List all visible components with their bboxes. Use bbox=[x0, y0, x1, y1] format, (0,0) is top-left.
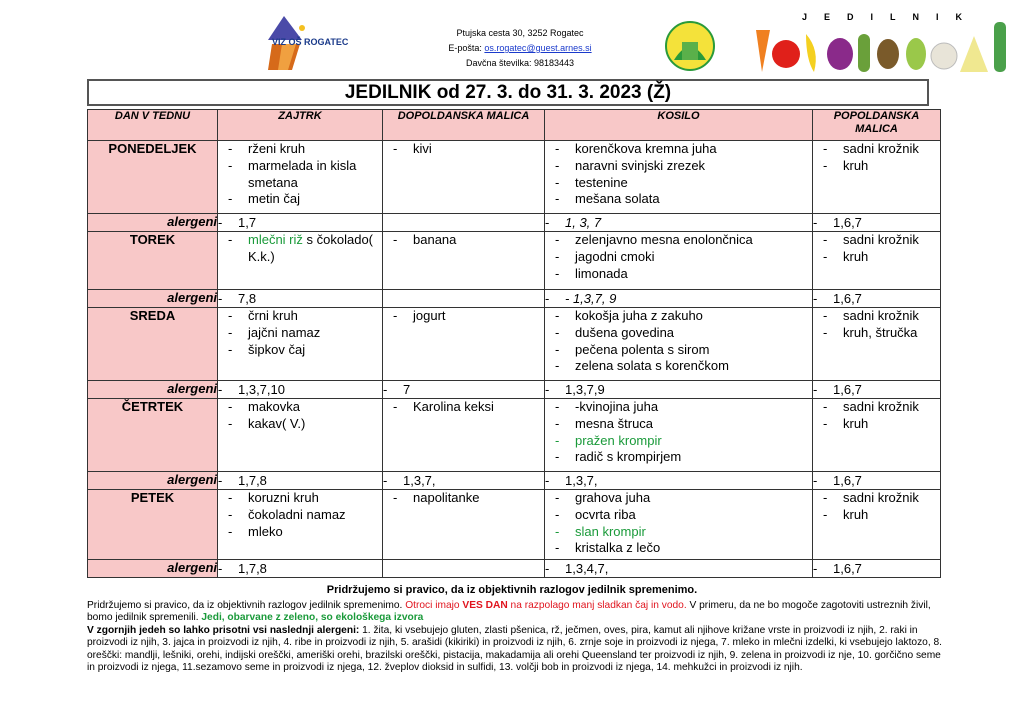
allergen-value: 1,3,7, bbox=[403, 473, 436, 488]
list-item: - Karolina keksi bbox=[393, 399, 544, 416]
list-item: - testenine bbox=[555, 175, 812, 192]
menu-table bbox=[87, 109, 941, 578]
email-label: E-pošta: bbox=[448, 43, 485, 53]
list-item: - kruh bbox=[823, 507, 940, 524]
menu-title-box bbox=[87, 79, 929, 106]
eco-school-logo-icon bbox=[664, 20, 716, 72]
list-item: - sadni krožnik bbox=[823, 490, 940, 507]
day-label: TOREK bbox=[88, 232, 218, 290]
list-item: - dušena govedina bbox=[555, 325, 812, 342]
popoldanska-list bbox=[813, 308, 940, 342]
table-row bbox=[88, 141, 941, 214]
allergen-value: 1,6,7 bbox=[833, 382, 862, 397]
col-header-zajtrk: ZAJTRK bbox=[218, 110, 383, 141]
eco-item: mlečni riž bbox=[248, 232, 303, 247]
list-item: - pečena polenta s sirom bbox=[555, 342, 812, 359]
brand-title: JEDILNIK bbox=[802, 12, 980, 22]
allergen-row: alergeni - 1,7,8 - 1,3,4,7, - 1,6,7 bbox=[88, 560, 941, 578]
allergen-value: 1,6,7 bbox=[833, 473, 862, 488]
list-item: - rženi kruh bbox=[228, 141, 382, 158]
allergen-value: 1,3,4,7, bbox=[565, 561, 609, 576]
day-label: SREDA bbox=[88, 308, 218, 381]
address: Ptujska cesta 30, 3252 Rogatec bbox=[456, 28, 584, 38]
popoldanska-list bbox=[813, 490, 940, 524]
table-row bbox=[88, 399, 941, 472]
dopoldanska-list bbox=[383, 141, 544, 158]
allergen-value: - 1,3,7, 9 bbox=[565, 291, 617, 306]
kosilo-list bbox=[545, 490, 812, 557]
day-label: PETEK bbox=[88, 490, 218, 560]
col-header-kosilo: KOSILO bbox=[545, 110, 813, 141]
zajtrk-list bbox=[218, 490, 382, 540]
allergen-heading: V zgornjih jedeh so lahko prisotni vsi naslednji alergeni: bbox=[87, 624, 360, 636]
allergen-row: alergeni - 1,7 - 1, 3, 7 - 1,6,7 bbox=[88, 214, 941, 232]
zajtrk-list bbox=[218, 232, 382, 266]
kosilo-list bbox=[545, 399, 812, 466]
col-header-popoldanska: POPOLDANSKA MALICA bbox=[813, 110, 941, 141]
list-item: - mešana solata bbox=[555, 191, 812, 208]
list-item: - sadni krožnik bbox=[823, 399, 940, 416]
allergen-value: 1,6,7 bbox=[833, 215, 862, 230]
dopoldanska-list bbox=[383, 232, 544, 249]
allergen-label: alergeni bbox=[88, 290, 218, 308]
allergen-value: 1, 3, 7 bbox=[565, 215, 602, 230]
allergen-list-text: 1. žita, ki vsebujejo gluten, zlasti pšenica, rž, ječmen, oves, pira, kamut ali njihove križane vrste in proizvodi iz njih, 2. raki in proizvodi iz njih, 3. jajca in proizvodi iz njih, 4. ribe in proizvodi iz njih, 5. arašidi (kikiriki) in proizvodi iz njih, 6. zrnje soje in proizvodi iz njega, 7. mleko in mlečni izdelki, ki vsebujejo laktozo, 8. oreščki: mandlji, lešniki, orehi, indijski oreščki, ameriški orehi, brazilski oreščki, pistacija, makadamija ali orehi Queensland ter proizvodi iz njih, 9. zelena in proizvodi iz nje, 10. gorčično seme in proizvodi iz njega, 11.sezamovo seme in proizvodi iz njega, 12. žveplov dioksid in sulfidi, 13. volčji bob in proizvodi iz njega, 14. mehkužci in proizvodi iz njih. bbox=[87, 624, 942, 674]
page-header bbox=[0, 0, 1024, 80]
dopoldanska-list bbox=[383, 308, 544, 325]
list-item: - jogurt bbox=[393, 308, 544, 325]
list-item: - kakav( V.) bbox=[228, 416, 382, 433]
eco-item: - pražen krompir bbox=[555, 433, 812, 450]
footer-red-bold: VES DAN bbox=[462, 600, 508, 611]
allergen-row: alergeni - 1,3,7,10 - 7 - 1,3,7,9 - 1,6,7 bbox=[88, 381, 941, 399]
item-text: s čokolado( K.k.) bbox=[248, 232, 373, 264]
kosilo-list bbox=[545, 308, 812, 375]
list-item: - metin čaj bbox=[228, 191, 382, 208]
list-item: - -kvinojina juha bbox=[555, 399, 812, 416]
list-item: - napolitanke bbox=[393, 490, 544, 507]
change-notice: Pridržujemo si pravico, da iz objektivnih razlogov jedilnik spremenimo. bbox=[326, 584, 698, 596]
list-item: - kruh bbox=[823, 249, 940, 266]
allergen-value: 7,8 bbox=[238, 291, 257, 306]
list-item: - zelena solata s korenčkom bbox=[555, 358, 812, 375]
allergen-label: alergeni bbox=[88, 560, 218, 578]
allergen-value: 1,6,7 bbox=[833, 561, 862, 576]
allergen-value: 1,7 bbox=[238, 215, 257, 230]
tax-number: Davčna številka: 98183443 bbox=[465, 58, 575, 68]
list-item: - črni kruh bbox=[228, 308, 382, 325]
list-item: - radič s krompirjem bbox=[555, 449, 812, 466]
allergen-value: 7 bbox=[403, 382, 411, 397]
footer-notes bbox=[87, 600, 943, 674]
allergen-value: 1,7,8 bbox=[238, 473, 267, 488]
allergen-row: alergeni - 1,7,8 - 1,3,7, - 1,3,7, - 1,6,7 bbox=[88, 472, 941, 490]
dopoldanska-list bbox=[383, 490, 544, 507]
list-item: - sadni krožnik bbox=[823, 308, 940, 325]
eco-item: - slan krompir bbox=[555, 524, 812, 541]
list-item: - sadni krožnik bbox=[823, 232, 940, 249]
allergen-value: 1,3,7,10 bbox=[238, 382, 285, 397]
allergen-value: 1,3,7, bbox=[565, 473, 598, 488]
list-item: - makovka bbox=[228, 399, 382, 416]
list-item: - kokošja juha z zakuho bbox=[555, 308, 812, 325]
table-row bbox=[88, 232, 941, 290]
popoldanska-list bbox=[813, 141, 940, 175]
allergen-label: alergeni bbox=[88, 472, 218, 490]
menu-title: JEDILNIK od 27. 3. do 31. 3. 2023 (Ž) bbox=[344, 82, 672, 103]
table-header-row bbox=[88, 110, 941, 141]
popoldanska-list bbox=[813, 399, 940, 433]
footer-text: Pridržujemo si pravico, da iz objektivnih razlogov jedilnik spremenimo. bbox=[87, 600, 403, 611]
footer-red-text: na razpolago manj sladkan čaj in vodo. bbox=[507, 600, 687, 611]
list-item: - ocvrta riba bbox=[555, 507, 812, 524]
footer-paragraph-2 bbox=[87, 625, 943, 675]
list-item: - jajčni namaz bbox=[228, 325, 382, 342]
zajtrk-list bbox=[218, 141, 382, 208]
allergen-label: alergeni bbox=[88, 381, 218, 399]
zajtrk-list bbox=[218, 308, 382, 358]
kosilo-list bbox=[545, 232, 812, 282]
list-item: - kivi bbox=[393, 141, 544, 158]
list-item bbox=[228, 232, 382, 266]
list-item: - mesna štruca bbox=[555, 416, 812, 433]
list-item: - mleko bbox=[228, 524, 382, 541]
list-item: - sadni krožnik bbox=[823, 141, 940, 158]
list-item: - kruh, štručka bbox=[823, 325, 940, 342]
list-item: - marmelada in kisla smetana bbox=[228, 158, 382, 192]
list-item: - limonada bbox=[555, 266, 812, 283]
col-header-dopoldanska: DOPOLDANSKA MALICA bbox=[383, 110, 545, 141]
popoldanska-list bbox=[813, 232, 940, 266]
list-item: - korenčkova kremna juha bbox=[555, 141, 812, 158]
footer-red-text: Otroci imajo bbox=[405, 600, 463, 611]
list-item: - čokoladni namaz bbox=[228, 507, 382, 524]
email-link[interactable]: os.rogatec@guest.arnes.si bbox=[484, 43, 592, 53]
list-item: - zelenjavno mesna enolončnica bbox=[555, 232, 812, 249]
col-header-day: DAN V TEDNU bbox=[88, 110, 218, 141]
footer-paragraph-1 bbox=[87, 600, 943, 625]
allergen-value: 1,6,7 bbox=[833, 291, 862, 306]
list-item: - banana bbox=[393, 232, 544, 249]
list-item: - kristalka z lečo bbox=[555, 540, 812, 557]
allergen-value: 1,3,7,9 bbox=[565, 382, 605, 397]
list-item: - kruh bbox=[823, 416, 940, 433]
list-item: - koruzni kruh bbox=[228, 490, 382, 507]
allergen-label: alergeni bbox=[88, 214, 218, 232]
allergen-value: 1,7,8 bbox=[238, 561, 267, 576]
footer-green-note: Jedi, obarvane z zeleno, so ekološkega izvora bbox=[201, 612, 424, 624]
table-row bbox=[88, 308, 941, 381]
kosilo-list bbox=[545, 141, 812, 208]
footer-text: V primeru, da ne bo mogoče zagotoviti ustreznih živil, bomo jedilnik spremenili. bbox=[87, 600, 931, 624]
email-line bbox=[420, 41, 620, 56]
list-item: - jagodni cmoki bbox=[555, 249, 812, 266]
contact-block bbox=[420, 26, 620, 71]
allergen-row: alergeni - 7,8 - - 1,3,7, 9 - 1,6,7 bbox=[88, 290, 941, 308]
table-row bbox=[88, 490, 941, 560]
day-label: PONEDELJEK bbox=[88, 141, 218, 214]
list-item: - grahova juha bbox=[555, 490, 812, 507]
list-item: - šipkov čaj bbox=[228, 342, 382, 359]
list-item: - naravni svinjski zrezek bbox=[555, 158, 812, 175]
list-item: - kruh bbox=[823, 158, 940, 175]
dopoldanska-list bbox=[383, 399, 544, 416]
logo-text: VIZ OŠ ROGATEC bbox=[272, 37, 349, 47]
zajtrk-list bbox=[218, 399, 382, 433]
day-label: ČETRTEK bbox=[88, 399, 218, 472]
